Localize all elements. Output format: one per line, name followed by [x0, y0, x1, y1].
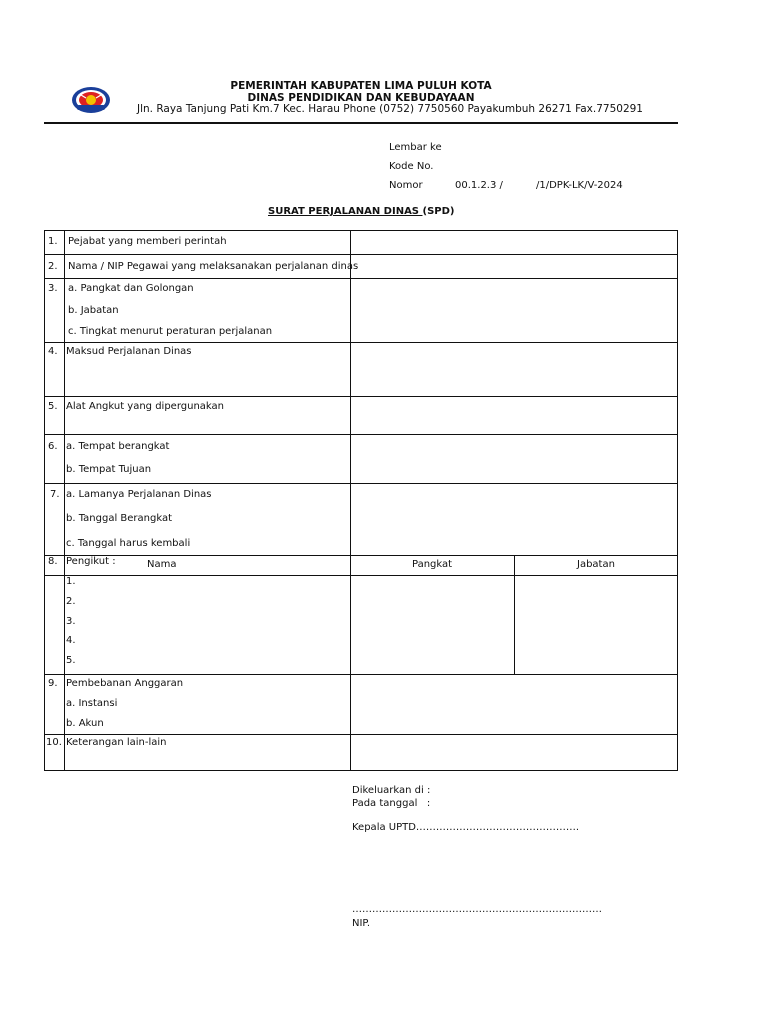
- list-item: 1.: [66, 576, 76, 587]
- table-divider: [44, 396, 678, 397]
- row-number: 9.: [48, 678, 58, 689]
- table-divider: [44, 278, 678, 279]
- table-divider: [350, 230, 351, 771]
- row-label: a. Pangkat dan Golongan: [68, 283, 194, 294]
- title-suffix: (SPD): [422, 206, 455, 217]
- list-item: 2.: [66, 596, 76, 607]
- nip-label: NIP.: [352, 918, 371, 929]
- col-header-jabatan: Jabatan: [577, 559, 615, 570]
- nomor-label: Nomor: [389, 180, 423, 191]
- row-number: 2.: [48, 261, 58, 272]
- row-number: 1.: [48, 236, 58, 247]
- row-label: b. Tanggal Berangkat: [66, 513, 173, 524]
- row-label: Alat Angkut yang dipergunakan: [66, 401, 224, 412]
- list-item: 3.: [66, 616, 76, 627]
- header-divider: [44, 122, 678, 124]
- list-item: 4.: [66, 635, 76, 646]
- row-label: c. Tingkat menurut peraturan perjalanan: [68, 326, 273, 337]
- title-main: SURAT PERJALANAN DINAS: [268, 206, 423, 217]
- row-label: Keterangan lain-lain: [66, 737, 167, 748]
- col-header-pangkat: Pangkat: [412, 559, 453, 570]
- pada-tanggal-label: Pada tanggal :: [352, 798, 431, 809]
- table-divider: [44, 674, 678, 675]
- dikeluarkan-label: Dikeluarkan di :: [352, 785, 431, 796]
- table-divider: [44, 342, 678, 343]
- list-item: 5.: [66, 655, 76, 666]
- row-label: a. Instansi: [66, 698, 118, 709]
- table-divider: [44, 254, 678, 255]
- kode-label: Kode No.: [389, 161, 434, 172]
- row-label: Pengikut :: [66, 556, 116, 567]
- header-government: PEMERINTAH KABUPATEN LIMA PULUH KOTA: [230, 80, 492, 92]
- row-label: Nama / NIP Pegawai yang melaksanakan perjalanan dinas: [68, 261, 359, 272]
- signature-line: …………………………………………………………………: [352, 904, 602, 915]
- table-border: [44, 230, 678, 231]
- table-divider: [44, 434, 678, 435]
- nomor-part2: /1/DPK-LK/V-2024: [536, 180, 623, 191]
- row-label: c. Tanggal harus kembali: [66, 538, 191, 549]
- row-number: 8.: [48, 556, 58, 567]
- row-label: b. Jabatan: [68, 305, 119, 316]
- nomor-part1: 00.1.2.3 /: [455, 180, 503, 191]
- table-divider: [44, 734, 678, 735]
- table-border: [677, 230, 678, 771]
- row-label: b. Akun: [66, 718, 104, 729]
- lembar-label: Lembar ke: [389, 142, 442, 153]
- row-label: Pembebanan Anggaran: [66, 678, 184, 689]
- table-divider: [44, 483, 678, 484]
- row-number: 6.: [48, 441, 58, 452]
- header-address: Jln. Raya Tanjung Pati Km.7 Kec. Harau Phone (0752) 7750560 Payakumbuh 26271 Fax.7750291: [137, 103, 643, 115]
- table-border: [44, 230, 45, 771]
- document-title: [268, 206, 454, 217]
- table-divider: [64, 230, 65, 771]
- row-number: 7.: [50, 489, 60, 500]
- header-agency: DINAS PENDIDIKAN DAN KEBUDAYAAN: [247, 92, 475, 104]
- row-number: 10.: [46, 737, 62, 748]
- table-divider: [514, 555, 515, 675]
- table-divider: [44, 555, 678, 556]
- row-label: b. Tempat Tujuan: [66, 464, 152, 475]
- row-label: a. Tempat berangkat: [66, 441, 170, 452]
- kepala-uptd-label: Kepala UPTD………………………………………….: [352, 822, 580, 833]
- row-label: Pejabat yang memberi perintah: [68, 236, 227, 247]
- row-label: Maksud Perjalanan Dinas: [66, 346, 192, 357]
- table-divider: [44, 575, 678, 576]
- row-number: 3.: [48, 283, 58, 294]
- row-number: 5.: [48, 401, 58, 412]
- table-border: [44, 770, 678, 771]
- col-header-nama: Nama: [147, 559, 177, 570]
- row-label: a. Lamanya Perjalanan Dinas: [66, 489, 212, 500]
- row-number: 4.: [48, 346, 58, 357]
